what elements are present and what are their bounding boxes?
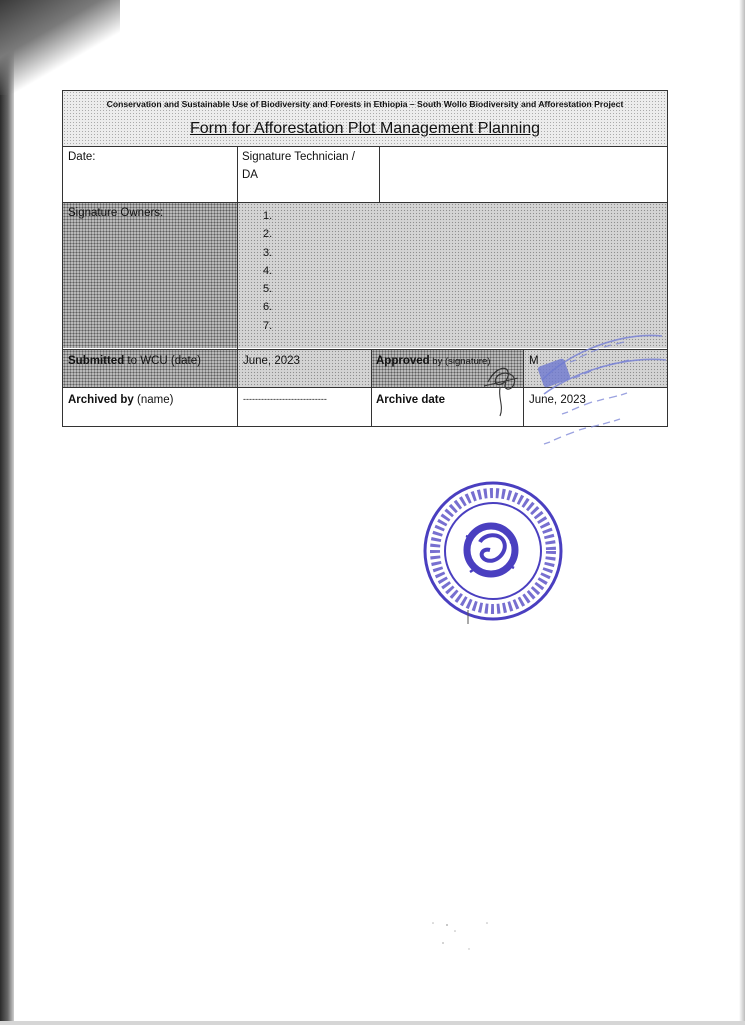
divider xyxy=(237,146,238,202)
approval-signature xyxy=(478,352,528,422)
submitted-label: Submitted to WCU (date) xyxy=(68,355,201,367)
signature-technician-label: Signature Technician / xyxy=(242,151,355,163)
archive-date-label: Archive date xyxy=(376,394,446,406)
owner-item: 7. xyxy=(263,319,273,332)
signature-technician-field[interactable] xyxy=(380,147,667,202)
owner-item: 6. xyxy=(263,301,273,314)
signature-owners-label-cell xyxy=(63,203,237,348)
approved-value: M xyxy=(529,355,539,367)
owner-item: 5. xyxy=(263,283,273,296)
owner-item: 3. xyxy=(263,246,273,259)
archived-by-label: Archived by (name) xyxy=(68,394,174,406)
owners-list xyxy=(263,207,272,335)
form-title: Form for Afforestation Plot Management Planning xyxy=(189,120,541,137)
owner-item: 1. xyxy=(263,210,273,222)
seal-tick-mark xyxy=(462,610,474,626)
signature-owners-label: Signature Owners: xyxy=(68,207,164,219)
scan-bottom-edge xyxy=(0,1021,745,1025)
scan-right-edge xyxy=(739,0,745,1025)
scan-left-edge xyxy=(0,0,14,1025)
divider xyxy=(237,349,238,427)
approved-label: Approved by (signature) xyxy=(376,355,491,367)
submitted-value: June, 2023 xyxy=(243,355,300,367)
owner-item: 2. xyxy=(263,228,273,241)
archive-date-value: June, 2023 xyxy=(529,394,586,406)
date-label: Date: xyxy=(68,151,96,163)
owner-item: 4. xyxy=(263,264,273,277)
form-header-band xyxy=(63,91,667,146)
office-stamp xyxy=(530,322,675,447)
divider xyxy=(237,202,238,349)
divider xyxy=(371,349,372,427)
archived-by-value[interactable]: ---------------------------- xyxy=(243,394,327,404)
scan-specks xyxy=(425,905,505,965)
round-seal-icon xyxy=(422,480,564,622)
project-header: Conservation and Sustainable Use of Biodiversity and Forests in Ethiopia – South Wollo Biodiversity and Afforestation Project xyxy=(106,99,624,109)
signature-technician-label-cont: DA xyxy=(242,169,258,181)
scan-corner-shadow xyxy=(0,0,120,95)
